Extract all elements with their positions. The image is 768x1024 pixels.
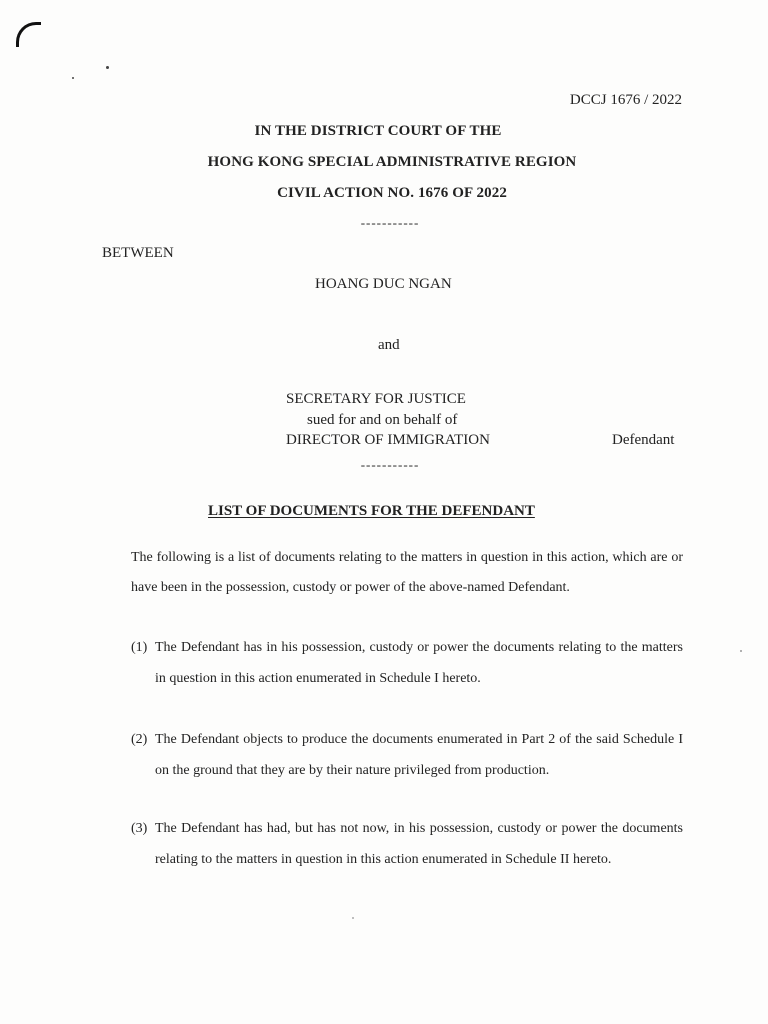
- plaintiff-name: HOANG DUC NGAN: [315, 276, 452, 292]
- list-item-text: The Defendant objects to produce the documents enumerated in Part 2 of the said Schedule I on the ground that they are by their nature privileged from production.: [155, 732, 683, 778]
- list-item-number: (2): [131, 732, 148, 747]
- court-heading-line-1: IN THE DISTRICT COURT OF THE: [254, 123, 502, 139]
- scan-speck: [106, 66, 109, 69]
- scan-speck: [740, 650, 742, 652]
- and-word: and: [378, 337, 400, 353]
- court-heading-line-2: HONG KONG SPECIAL ADMINISTRATIVE REGION: [207, 154, 577, 170]
- list-item: [131, 813, 683, 913]
- between-label: BETWEEN: [102, 245, 174, 261]
- scan-speck: [352, 917, 354, 919]
- list-item-number: (3): [131, 821, 148, 836]
- list-item-text: The Defendant has in his possession, custody or power the documents relating to the matters in question in this action enumerated in Schedule I hereto.: [155, 640, 683, 686]
- list-item-text: The Defendant has had, but has not now, in his possession, custody or power the documents relating to the matters in question in this action enumerated in Schedule II hereto.: [155, 821, 683, 867]
- list-item: [131, 724, 683, 794]
- defendant-line-3: DIRECTOR OF IMMIGRATION: [286, 432, 490, 448]
- separator-line: -----------: [360, 215, 420, 230]
- document-title: LIST OF DOCUMENTS FOR THE DEFENDANT: [208, 503, 535, 519]
- intro-paragraph: The following is a list of documents relating to the matters in question in this action, which are or have been in the possession, custody or power of the above-named Defendant.: [131, 550, 683, 595]
- court-heading-line-3: CIVIL ACTION NO. 1676 OF 2022: [277, 185, 507, 201]
- defendant-line-2: sued for and on behalf of: [307, 412, 458, 428]
- separator-line: -----------: [360, 457, 420, 472]
- defendant-role: Defendant: [612, 432, 675, 448]
- scan-speck: [72, 77, 74, 79]
- case-reference: DCCJ 1676 / 2022: [569, 92, 682, 108]
- list-item: [131, 632, 683, 702]
- scan-corner-mark: [16, 22, 41, 47]
- list-item-number: (1): [131, 640, 148, 655]
- defendant-line-1: SECRETARY FOR JUSTICE: [286, 391, 466, 407]
